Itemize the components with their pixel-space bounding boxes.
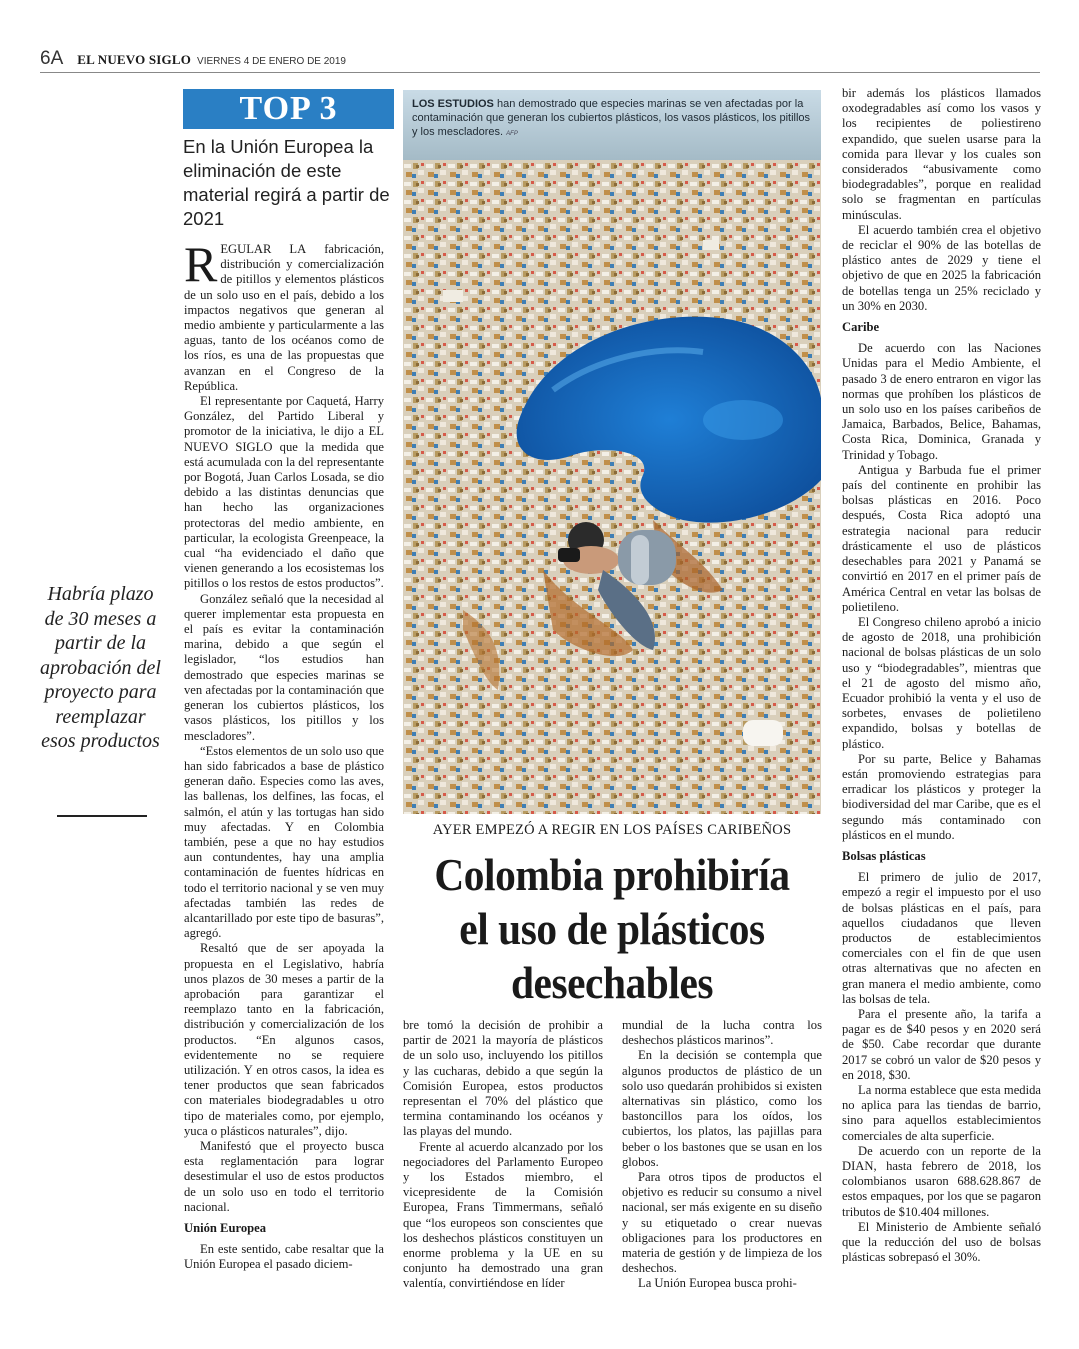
subhead-caribe: Caribe <box>842 320 880 335</box>
pull-quote: Habría plazo de 30 meses a partir de la aprobación del proyecto para reemplazar esos productos <box>40 583 161 752</box>
paragraph: Resaltó que de ser apoyada la propuesta en el Legislativo, habría unos plazos de 30 meses a partir de la aprobación para garantizar el reemplazo tanto en la fabricación, distribución y comercialización de los productos. “En algunos casos, evidentemente no se requiere utilización. Y en otros casos, la idea es tener productos que sean fabricados con materiales biodegradables u otro tipo de materiales como, por ejemplo, yuca o plásticos naturales”, dijo. <box>184 941 384 1138</box>
paragraph: De acuerdo con un reporte de la DIAN, hasta febrero de 2018, los colombianos usaron 688.628.867 de estos empaques, por los que se pagaron tributos de $10.404 millones. <box>842 1143 1041 1219</box>
section-kicker: En la Unión Europea la eliminación de este material regirá a partir de 2021 <box>183 136 390 229</box>
newspaper-name: EL NUEVO SIGLO <box>77 52 192 67</box>
page-number: 6A <box>40 48 64 69</box>
paragraph: Para el presente año, la tarifa a pagar es de $40 pesos y en 2020 será de $50. Cabe recordar que durante 2017 se cobró un valor de $20 pesos y en 2018, $30. <box>842 1006 1041 1082</box>
paragraph: bir además los plásticos llamados oxodegradables así como los vasos y los recipientes de poliestireno expandido, que suelen usarse para la comida para llevar y los cuales son considerados “abusivamente como biodegradables”, porque en realidad solo se fragmentan en partículas minúsculas. <box>842 86 1041 222</box>
paragraph: González señaló que la necesidad al querer implementar esta propuesta en el país es evitar la contaminación marina, debido a que según el legislador, “los estudios han demostrado que especies marinas se ven afectadas por la contaminación que generan los cubiertos plásticos, los vasos plásticos, los pitillos y los mescladores”. <box>184 591 384 743</box>
top3-label: TOP 3 <box>239 90 338 127</box>
photo-illustration <box>403 90 821 814</box>
ocean-plastic-photo <box>403 90 821 814</box>
caption-lead: LOS ESTUDIOS <box>412 98 494 110</box>
paragraph: El primero de julio de 2017, empezó a regir el impuesto por el uso de bolsas plásticas en el país, para aquellos ciudadanos que lleven productos de establecimientos comerciales con el fin de que usen otras alternativas que no afecten en gran manera el medio ambiente, como las bolsas de tela. <box>842 870 1041 1006</box>
paragraph: En la decisión se contempla que algunos productos de plástico de un solo uso quedarán prohibidos si existen alternativas sin plástico, como los bastoncillos para los oídos, los cubiertos, los platos, las pajillas para beber o los bastones que se usan en los globos. <box>622 1048 822 1169</box>
paragraph: El representante por Caquetá, Harry González, del Partido Liberal y promotor de la iniciativa, le dijo a EL NUEVO SIGLO que la medida que está acumulada con la del representante por Bogotá, Juan Carlos Losada, se dio debido a las distintas denuncias que han hecho las organizaciones protectoras del medio ambiente, en particular, la ecologista Greenpeace, la cual “ha evidenciado el daño que vienen generando a los ecosistemas los pitillos o los restos de estos productos”. <box>184 394 384 591</box>
top3-badge <box>183 89 394 129</box>
paragraph: Antigua y Barbuda fue el primer país del continente en prohibir las bolsas plásticas en 2016. Poco después, Costa Rica adoptó una estrategia nacional para reducir drásticamente el uso de plásticos desechables para 2021 y Panamá se convirtió en 2017 en el primer país de América Central en vetar las bolsas de polietileno. <box>842 462 1041 614</box>
subhead-bolsas-plasticas: Bolsas plásticas <box>842 848 926 863</box>
paragraph: El Congreso chileno aprobó a inicio de agosto de 2018, una prohibición nacional de bolsas plásticas de un solo uso y “biodegradables”, mientras que el 21 de agosto del mismo año, Ecuador prohibió la venta y el uso de sorbetes, envases de polietileno expandido, bolsas y botellas de plástico. <box>842 614 1041 751</box>
photo-credit: AFP <box>506 131 518 137</box>
paragraph: mundial de la lucha contra los deshechos plásticos marinos”. <box>622 1018 822 1048</box>
paragraph: “Estos elementos de un solo uso que han sido fabricados a base de plástico generan daño. Especies como las aves, las ballenas, los delfines, las focas, el salmón, el atún y las tortugas han sido muy afectadas. Y en Colombia también, pese a que no hay estudios aun contundentes, hay una amplia contaminación de fuentes hídricas en todo el territorio nacional y se ven muy afectadas también las redes de alcantarillado por este tipo de basuras”, agregó. <box>184 743 384 941</box>
paragraph: Por su parte, Belice y Bahamas están promoviendo estrategias para erradicar los plásticos y proteger la biodiversidad del mar Caribe, que es el segundo más contaminado con plásticos en el mundo. <box>842 751 1041 842</box>
lead-caps: EGULAR LA <box>220 242 307 256</box>
paragraph: La Unión Europea busca prohi- <box>638 1276 797 1291</box>
headline: Colombia prohibiría el uso de plásticos desechables <box>434 849 790 1008</box>
headline-kicker: AYER EMPEZÓ A REGIR EN LOS PAÍSES CARIBEÑOS <box>432 822 792 838</box>
paragraph: bre tomó la decisión de prohibir a partir de 2021 la mayoría de plásticos de un solo uso, incluyendo los pitillos y las cucharas, debido a que según la Comisión Europea, estos productos representan el 70% del plástico que termina contaminando los océanos y las playas del mundo. <box>403 1018 603 1139</box>
subhead-union-europea: Unión Europea <box>184 1221 267 1235</box>
paragraph: De acuerdo con las Naciones Unidas para el Medio Ambiente, el pasado 3 de enero entraron en vigor las normas que prohíben los plásticos de un solo uso en los países caribeños de Jamaica, Barbados, Belice, Bahamas, Costa Rica, Dominica, Granada y Trinidad y Tobago. <box>842 341 1041 462</box>
pull-quote-rule <box>57 815 147 817</box>
article-column-4 <box>842 86 1041 1265</box>
paragraph: Frente al acuerdo alcanzado por los negociadores del Parlamento Europeo y los Estados miembro, el vicepresidente de la Comisión Europea, Frans Timmermans, señaló que “los europeos son conscientes que los deshechos plásticos constituyen un enorme problema y la UE en su conjunto ha demostrado una gran valentía, convirtiéndose en líder <box>403 1139 603 1291</box>
paragraph: Manifestó que el proyecto busca esta reglamentación para lograr desestimular el uso de estos productos de un solo uso en todo el territorio nacional. <box>184 1138 384 1214</box>
photo-caption <box>412 97 812 141</box>
paragraph: El Ministerio de Ambiente señaló que la reducción del uso de bolsas plásticas sobrepasó el 30%. <box>842 1219 1041 1265</box>
edition-date: VIERNES 4 DE ENERO DE 2019 <box>197 56 346 67</box>
caption-text: han demostrado que especies marinas se ven afectadas por la contaminación que generan los cubiertos plásticos, los vasos plásticos, los pitillos y los mescladores. <box>412 98 811 138</box>
article-column-2 <box>403 1018 603 1292</box>
paragraph: La norma establece que esta medida no aplica para las tiendas de barrio, sino para aquellos establecimientos comerciales de alta superficie. <box>842 1083 1041 1143</box>
lead-text: fabricación, distribución y comercialización de pitillos y elementos plásticos de un solo uso en el país, debido a los impactos negativos que generan al medio ambiente y particularmente a las aguas, tanto de los océanos como de los ríos, es una de las propuestas que avanzan en el Congreso de la República. <box>184 242 384 393</box>
paragraph: El acuerdo también crea el objetivo de reciclar el 90% de las botellas de plástico antes de 2029 y tiene el objetivo de que en 2025 la fabricación de botellas tenga un 25% reciclado y un 30% en 2030. <box>842 222 1041 313</box>
header-divider <box>40 72 1040 73</box>
paragraph: En este sentido, cabe resaltar que la Unión Europea el pasado diciem- <box>184 1242 384 1272</box>
drop-cap: R <box>184 236 218 292</box>
paragraph: Para otros tipos de productos el objetivo es reducir su consumo a nivel nacional, ser más exigente en su diseño y su etiquetado o crear nuevas obligaciones para los productores en materia de gestión y de limpieza de los deshechos. <box>622 1170 822 1276</box>
article-column-3 <box>622 1018 822 1292</box>
page-header <box>40 48 1040 72</box>
article-column-1 <box>184 236 384 1273</box>
lead-paragraph <box>184 236 384 394</box>
